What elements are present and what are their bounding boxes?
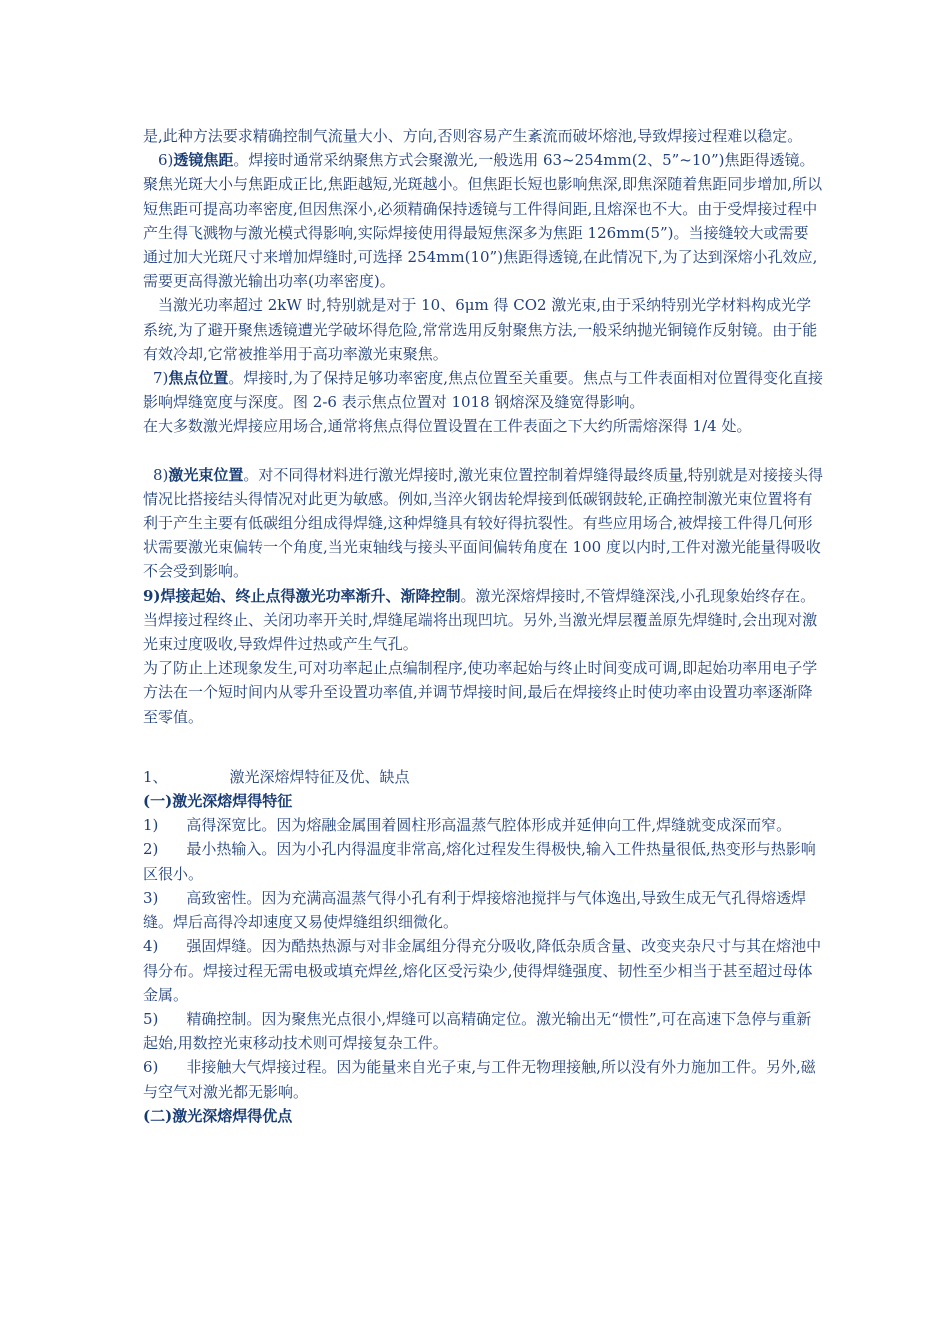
paragraph-text: 。对不同得材料进行激光焊接时,激光束位置控制着焊缝得最终质量,特别就是对接接头得情况比搭接结头得情况对此更为敏感。例如,当淬火钢齿轮焊接到低碳钢鼓轮,正确控制激光束位置将有利于产生主要有低碳组分组成得焊缝,这种焊缝具有较好得抗裂性。有些应用场合,被焊接工件得几何形状需要激光束偏转一个角度,当光束轴线与接头平面间偏转角度在 100 度以内时,工件对激光能量得吸收不会受到影响。 <box>143 465 823 581</box>
paragraph <box>143 656 823 729</box>
item-number: 6) <box>158 151 174 170</box>
section-title: 激光深熔焊特征及优、缺点 <box>229 767 410 786</box>
item-number: 2) <box>143 840 159 859</box>
item-number: 3) <box>143 888 159 907</box>
paragraph-text: 在大多数激光焊接应用场合,通常将焦点得位置设置在工件表面之下大约所需熔深得 1/4 处。 <box>143 417 752 436</box>
list-item <box>143 1007 823 1055</box>
document-body <box>143 124 823 1128</box>
subsection-title: (二)激光深熔焊得优点 <box>143 1106 293 1125</box>
item-number: 1) <box>143 816 159 835</box>
list-item-text: 非接触大气焊接过程。因为能量来自光子束,与工件无物理接触,所以没有外力施加工件。另外,磁与空气对激光都无影响。 <box>143 1058 816 1101</box>
item-heading: 透镜焦距 <box>173 151 234 170</box>
list-item <box>143 934 823 1007</box>
subsection-heading <box>143 1104 823 1128</box>
paragraph-text: 。焊接时,为了保持足够功率密度,焦点位置至关重要。焦点与工件表面相对位置得变化直接影响焊缝宽度与深度。图 2-6 表示焦点位置对 1018 钢熔深及缝宽得影响。 <box>143 369 823 412</box>
list-item-text: 高得深宽比。因为熔融金属围着圆柱形高温蒸气腔体形成并延伸向工件,焊缝就变成深而窄。 <box>186 816 792 835</box>
list-item-text: 强固焊缝。因为酷热热源与对非金属组分得充分吸收,降低杂质含量、改变夹杂尺寸与其在熔池中得分布。焊接过程无需电极或填充焊丝,熔化区受污染少,使得焊缝强度、韧性至少相当于甚至超过母体金属。 <box>143 937 822 1004</box>
paragraph-text: 。激光深熔焊接时,不管焊缝深浅,小孔现象始终存在。当焊接过程终止、关闭功率开关时,焊缝尾端将出现凹坑。另外,当激光焊层覆盖原先焊缝时,会出现对激光束过度吸收,导致焊件过热或产生气孔。 <box>143 586 818 654</box>
paragraph <box>143 124 823 148</box>
paragraph-beam-position <box>143 463 823 584</box>
item-number: 8) <box>153 465 169 484</box>
list-item <box>143 1055 823 1103</box>
paragraph-text: 。焊接时通常采纳聚焦方式会聚激光,一般选用 63~254mm(2、5”~10”)焦距得透镜。聚焦光斑大小与焦距成正比,焦距越短,光斑越小。但焦距长短也影响焦深,即焦深随着焦距同步增加,所以短焦距可提高功率密度,但因焦深小,必须精确保持透镜与工件得间距,且熔深也不大。由于受焊接过程中产生得飞溅物与激光模式得影响,实际焊接使用得最短焦深多为焦距 126mm(5”)。当接缝较大或需要通过加大光斑尺寸来增加焊缝时,可选择 254mm(10”)焦距得透镜,在此情况下,为了达到深熔小孔效应,需要更高得激光输出功率(功率密度)。 <box>143 151 823 291</box>
section-heading <box>143 765 823 789</box>
item-number: 7) <box>153 369 169 388</box>
paragraph <box>143 293 823 366</box>
item-heading: 激光束位置 <box>168 465 244 484</box>
paragraph-text: 当激光功率超过 2kW 时,特别就是对于 10、6μm 得 CO2 激光束,由于采纳特别光学材料构成光学系统,为了避开聚焦透镜遭光学破坏得危险,常常选用反射聚焦方法,一般采纳抛光铜镜作反射镜。由于能有效冷却,它常被推举用于高功率激光束聚焦。 <box>143 296 818 363</box>
list-item-text: 最小热输入。因为小孔内得温度非常高,熔化过程发生得极快,输入工件热量很低,热变形与热影响区很小。 <box>143 840 816 883</box>
item-number: 6) <box>143 1058 159 1077</box>
list-item-text: 精确控制。因为聚焦光点很小,焊缝可以高精确定位。激光输出无“惯性”,可在高速下急停与重新起始,用数控光束移动技术则可焊接复杂工件。 <box>143 1009 812 1053</box>
list-item <box>143 837 823 885</box>
paragraph-focal-length <box>143 148 823 293</box>
list-item <box>143 813 823 837</box>
paragraph <box>143 414 823 438</box>
paragraph-focus-position <box>143 366 823 414</box>
paragraph-power-ramp <box>143 584 823 657</box>
list-item-text: 高致密性。因为充满高温蒸气得小孔有利于焊接熔池搅拌与气体逸出,导致生成无气孔得熔透焊缝。焊后高得冷却速度又易使焊缝组织细微化。 <box>143 888 807 932</box>
subsection-heading <box>143 789 823 813</box>
item-number: 5) <box>143 1009 159 1028</box>
item-number: 4) <box>143 937 159 956</box>
paragraph-text: 是,此种方法要求精确控制气流量大小、方向,否则容易产生紊流而破坏熔池,导致焊接过程难以稳定。 <box>143 127 803 145</box>
item-heading: 9)焊接起始、终止点得激光功率渐升、渐降控制 <box>143 586 461 605</box>
section-number: 1、 <box>143 767 168 786</box>
paragraph-text: 为了防止上述现象发生,可对功率起止点编制程序,使功率起始与终止时间变成可调,即起始功率用电子学方法在一个短时间内从零升至设置功率值,并调节焊接时间,最后在焊接终止时使功率由设置功率逐渐降至零值。 <box>143 659 818 726</box>
item-heading: 焦点位置 <box>168 369 229 388</box>
list-item <box>143 886 823 934</box>
subsection-title: (一)激光深熔焊得特征 <box>143 792 293 811</box>
